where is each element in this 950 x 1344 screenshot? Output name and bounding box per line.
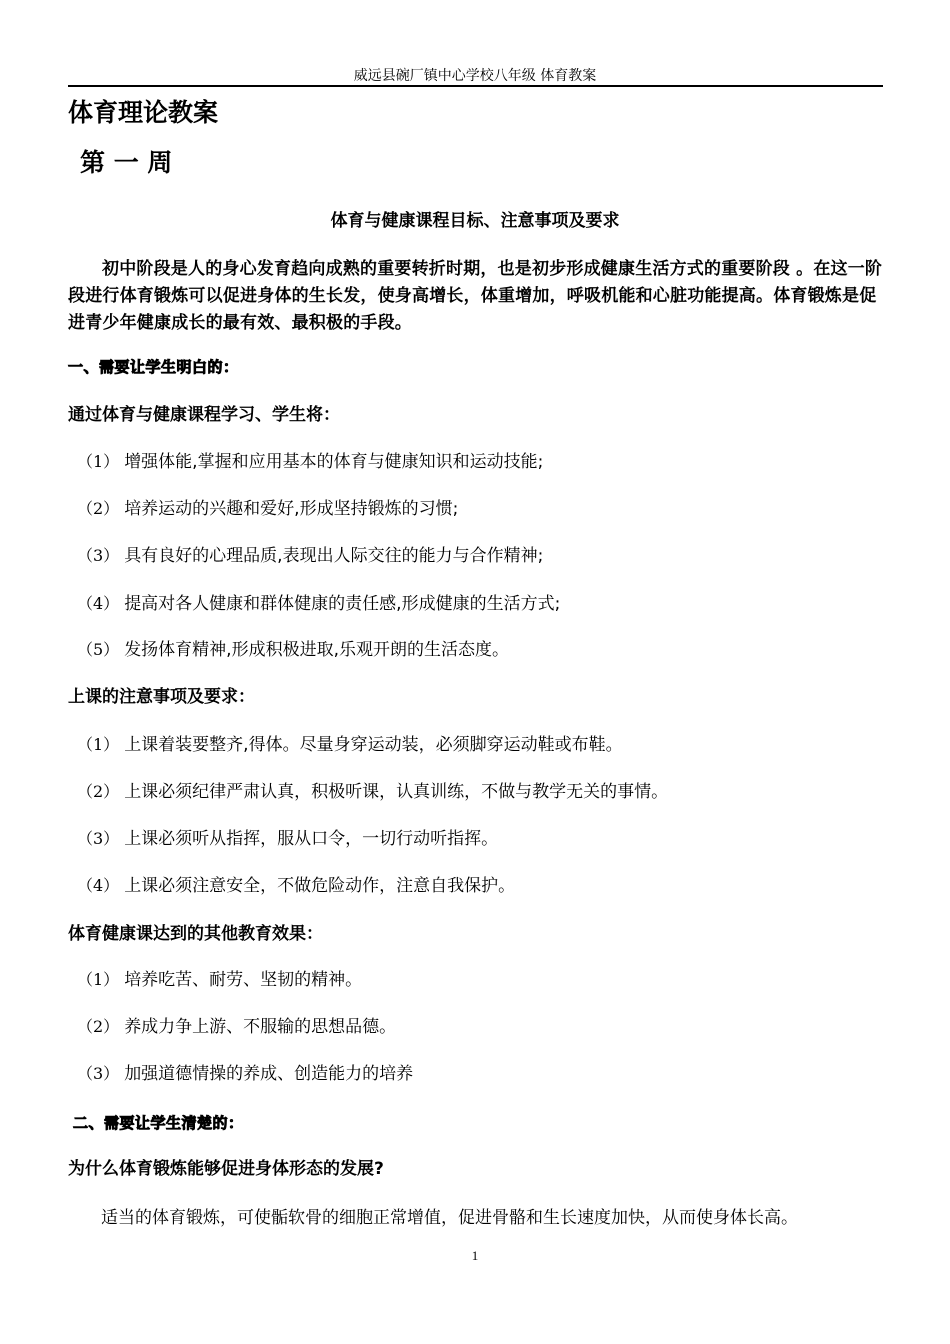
section2-heading: 二、需要让学生清楚的：: [73, 1114, 244, 1132]
goal-item: [77, 450, 543, 474]
item-number: （1）: [77, 970, 120, 989]
intro-paragraph: 初中阶段是人的身心发育趋向成熟的重要转折时期，也是初步形成健康生活方式的重要阶段 。在这一阶段进行体育锻炼可以促进身体的生长发，使身高增长，体重增加，呼吸机能和心脏功能提高。体育锻炼是促进青少年健康成长的最有效、最积极的手段。: [68, 259, 883, 333]
item-text: 养成力争上游、不服输的思想品德。: [124, 1017, 397, 1037]
item-number: （3）: [77, 546, 120, 565]
goal-item: [77, 638, 509, 662]
effect-item: [77, 1015, 396, 1039]
effect-item: [77, 1062, 413, 1086]
goal-item: [77, 592, 560, 616]
item-text: 具有良好的心理品质,表现出人际交往的能力与合作精神;: [124, 546, 544, 566]
item-text: 加强道德情操的养成、创造能力的培养: [124, 1064, 414, 1084]
item-number: （1）: [77, 452, 120, 471]
item-number: （2）: [77, 782, 120, 801]
item-number: （5）: [77, 640, 120, 659]
effect-item: [77, 968, 362, 992]
item-number: （3）: [77, 1064, 120, 1083]
goal-item: [77, 544, 543, 568]
item-number: （2）: [77, 499, 120, 518]
goals-heading: 通过体育与健康课程学习、学生将：: [68, 405, 340, 425]
item-number: （3）: [77, 829, 120, 848]
page-number: 1: [471, 1248, 479, 1263]
document-title: 体育理论教案: [68, 98, 219, 127]
item-text: 上课着装要整齐,得体。尽量身穿运动装，必须脚穿运动鞋或布鞋。: [124, 735, 623, 755]
effects-heading: 体育健康课达到的其他教育效果：: [68, 924, 323, 944]
rule-item: [77, 827, 498, 851]
lesson-subtitle: 体育与健康课程目标、注意事项及要求: [330, 211, 620, 231]
rule-item: [77, 780, 668, 804]
question-heading: 为什么体育锻炼能够促进身体形态的发展?: [68, 1159, 384, 1179]
item-text: 发扬体育精神,形成积极进取,乐观开朗的生活态度。: [124, 640, 509, 660]
goal-item: [77, 497, 458, 521]
item-text: 培养运动的兴趣和爱好,形成坚持锻炼的习惯;: [124, 499, 459, 519]
item-text: 上课必须听从指挥，服从口令，一切行动听指挥。: [124, 829, 499, 849]
item-text: 增强体能,掌握和应用基本的体育与健康知识和运动技能;: [124, 452, 544, 472]
rule-item: [77, 733, 623, 757]
week-heading: 第 一 周: [80, 148, 173, 177]
item-number: （4）: [77, 594, 120, 613]
item-text: 上课必须纪律严肃认真，积极听课，认真训练，不做与教学无关的事情。: [124, 782, 669, 802]
rules-heading: 上课的注意事项及要求：: [68, 687, 255, 707]
item-number: （1）: [77, 735, 120, 754]
page-header: 威远县碗厂镇中心学校八年级 体育教案: [353, 68, 597, 84]
answer-paragraph: 适当的体育锻炼，可使骺软骨的细胞正常增值，促进骨骼和生长速度加快，从而使身体长高。: [101, 1208, 798, 1228]
header-rule: [68, 85, 883, 87]
rule-item: [77, 874, 515, 898]
item-number: （2）: [77, 1017, 120, 1036]
item-text: 提高对各人健康和群体健康的责任感,形成健康的生活方式;: [124, 594, 561, 614]
item-text: 上课必须注意安全，不做危险动作，注意自我保护。: [124, 876, 516, 896]
item-text: 培养吃苦、耐劳、坚韧的精神。: [124, 970, 363, 990]
section1-heading: 一、需要让学生明白的：: [68, 358, 239, 376]
item-number: （4）: [77, 876, 120, 895]
